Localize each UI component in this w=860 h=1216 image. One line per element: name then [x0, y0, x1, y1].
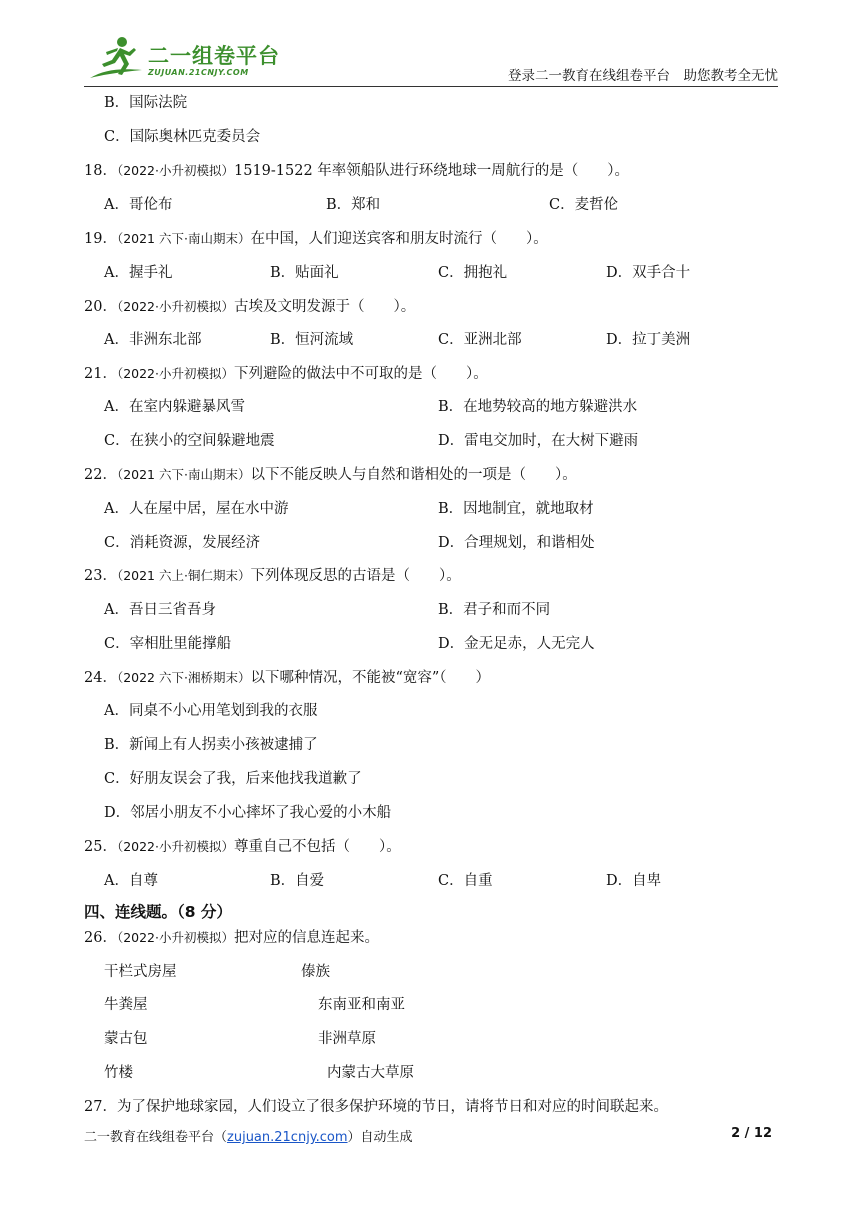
option: B．在地势较高的地方躲避洪水: [438, 399, 638, 415]
option: B．新闻上有人拐卖小孩被逮捕了: [104, 737, 318, 753]
option: A．人在屋中居，屋在水中游: [104, 501, 289, 517]
runner-logo-icon: [84, 34, 146, 84]
question-number: 22．: [84, 467, 117, 483]
match-right-item: 傣族: [301, 964, 330, 980]
question-source: （2021 六上·铜仁期末）: [116, 568, 251, 583]
option: D．雷电交加时，在大树下避雨: [438, 433, 639, 449]
match-left-item: 牛粪屋: [104, 997, 148, 1013]
option: B．国际法院: [104, 95, 188, 111]
question-text: 把对应的信息连起来。: [234, 930, 379, 946]
question-source: （2021 六下·南山期末）: [116, 231, 251, 246]
option: A．非洲东北部: [104, 332, 202, 348]
question-26: [84, 928, 379, 948]
option: C．拥抱礼: [438, 265, 508, 281]
option: C．消耗资源，发展经济: [104, 535, 261, 551]
question-19: [84, 229, 548, 249]
question-source: （2022 六下·湘桥期末）: [116, 670, 251, 685]
option: A．在室内躲避暴风雪: [104, 399, 245, 415]
match-left-item: 竹楼: [104, 1065, 133, 1081]
logo-title: 二一组卷平台: [148, 44, 280, 68]
header-divider: [84, 86, 778, 87]
question-number: 24．: [84, 670, 117, 686]
option: B．郑和: [326, 197, 381, 213]
section-title: 四、连线题。（8 分）: [84, 903, 232, 921]
question-source: （2022·小升初模拟）: [116, 366, 234, 381]
question-27: [84, 1097, 668, 1117]
option: B．贴面礼: [270, 265, 339, 281]
question-text: 1519-1522 年率领船队进行环绕地球一周航行的是（ ）。: [234, 163, 630, 179]
option: C．好朋友误会了我，后来他找我道歉了: [104, 771, 362, 787]
logo-subtitle: ZUJUAN.21CNJY.COM: [148, 68, 249, 77]
question-text: 古埃及文明发源于（ ）。: [234, 299, 416, 315]
question-number: 18．: [84, 163, 117, 179]
header-slogan: 登录二一教育在线组卷平台 助您教考全无忧: [508, 68, 778, 84]
footer-suffix: ）自动生成: [347, 1130, 413, 1145]
option: B．君子和而不同: [438, 602, 551, 618]
question-number: 21．: [84, 366, 117, 382]
question-text: 以下不能反映人与自然和谐相处的一项是（ ）。: [250, 467, 577, 483]
question-number: 19．: [84, 231, 117, 247]
option: D．邻居小朋友不小心摔坏了我心爱的小木船: [104, 805, 392, 821]
question-text: 以下哪种情况，不能被“宽容”（ ）: [250, 670, 491, 686]
logo: [84, 34, 284, 84]
option: A．吾日三省吾身: [104, 602, 216, 618]
question-text: 为了保护地球家园，人们设立了很多保护环境的节日，请将节日和对应的时间联起来。: [116, 1099, 668, 1115]
question-number: 27．: [84, 1099, 117, 1115]
option: A．哥伦布: [104, 197, 173, 213]
option: A．自尊: [104, 873, 158, 889]
question-25: [84, 837, 401, 857]
question-number: 26．: [84, 930, 117, 946]
option: C．亚洲北部: [438, 332, 522, 348]
match-left-item: 蒙古包: [104, 1031, 148, 1047]
question-24: [84, 668, 490, 688]
footer-text: [84, 1126, 413, 1145]
option: D．合理规划，和谐相处: [438, 535, 595, 551]
question-source: （2022·小升初模拟）: [116, 163, 234, 178]
footer-prefix: 二一教育在线组卷平台（: [84, 1130, 228, 1145]
option: D．金无足赤，人无完人: [438, 636, 595, 652]
option: C．在狭小的空间躲避地震: [104, 433, 275, 449]
option: C．国际奥林匹克委员会: [104, 129, 261, 145]
option: A．同桌不小心用笔划到我的衣服: [104, 703, 318, 719]
option: C．自重: [438, 873, 493, 889]
match-right-item: 非洲草原: [318, 1031, 376, 1047]
question-number: 25．: [84, 839, 117, 855]
match-right-item: 内蒙古大草原: [327, 1065, 414, 1081]
option: C．宰相肚里能撑船: [104, 636, 232, 652]
footer-link[interactable]: zujuan.21cnjy.com: [227, 1130, 348, 1145]
question-22: [84, 465, 577, 485]
option: B．恒河流域: [270, 332, 354, 348]
question-number: 20．: [84, 299, 117, 315]
question-source: （2022·小升初模拟）: [116, 839, 234, 854]
option: D．拉丁美洲: [606, 332, 691, 348]
question-text: 在中国，人们迎送宾客和朋友时流行（ ）。: [250, 231, 548, 247]
question-text: 下列体现反思的古语是（ ）。: [250, 568, 461, 584]
page-number: 2 / 12: [731, 1126, 772, 1141]
option: A．握手礼: [104, 265, 173, 281]
option: C．麦哲伦: [549, 197, 619, 213]
question-20: [84, 297, 415, 317]
question-18: [84, 161, 629, 181]
option: D．自卑: [606, 873, 662, 889]
question-text: 尊重自己不包括（ ）。: [234, 839, 401, 855]
option: D．双手合十: [606, 265, 691, 281]
question-source: （2022·小升初模拟）: [116, 299, 234, 314]
question-23: [84, 566, 461, 586]
match-left-item: 干栏式房屋: [104, 964, 177, 980]
question-source: （2022·小升初模拟）: [116, 930, 234, 945]
question-number: 23．: [84, 568, 117, 584]
question-source: （2021 六下·南山期末）: [116, 467, 251, 482]
match-right-item: 东南亚和南亚: [318, 997, 405, 1013]
option: B．因地制宜，就地取材: [438, 501, 594, 517]
question-21: [84, 364, 488, 384]
question-text: 下列避险的做法中不可取的是（ ）。: [234, 366, 488, 382]
option: B．自爱: [270, 873, 325, 889]
